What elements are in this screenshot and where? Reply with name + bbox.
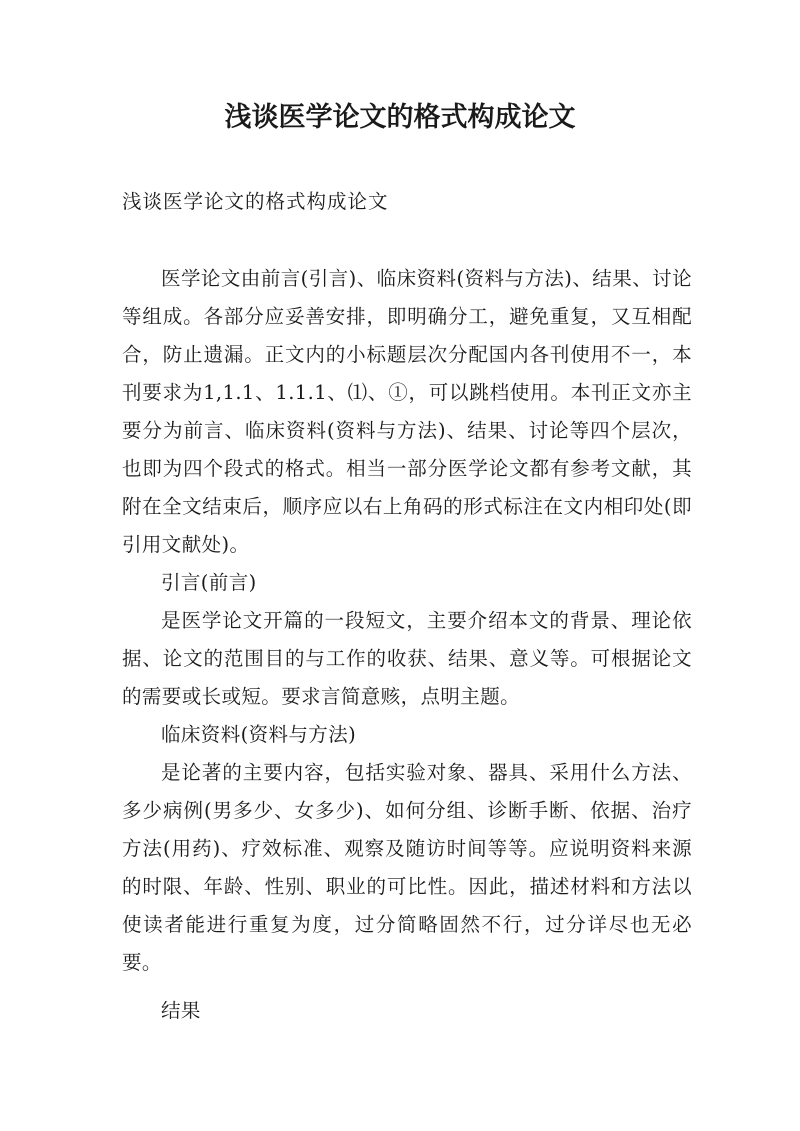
intro-paragraph: 医学论文由前言(引言)、临床资料(资料与方法)、结果、讨论等组成。各部分应妥善安排，即明确分工，避免重复，又互相配合，防止遗漏。正文内的小标题层次分配国内各刊使用不一，本刊要求为1,1.1、1.1.1、⑴、①，可以跳档使用。本刊正文亦主要分为前言、临床资料(资料与方法)、结果、讨论等四个层次，也即为四个段式的格式。相当一部分医学论文都有参考文献，其附在全文结束后，顺序应以右上角码的形式标注在文内相印处(即引用文献处)。	[122, 267, 692, 556]
introduction-paragraph: 是医学论文开篇的一段短文，主要介绍本文的背景、理论依据、论文的范围目的与工作的收获、结果、意义等。可根据论文的需要或长或短。要求言简意赅，点明主题。	[122, 609, 692, 708]
section-heading-introduction: 引言(前言)	[161, 571, 257, 594]
document-body	[122, 260, 692, 1030]
document-subtitle: 浅谈医学论文的格式构成论文	[122, 190, 389, 213]
document-title: 浅谈医学论文的格式构成论文	[224, 102, 576, 133]
section-heading-clinical-data: 临床资料(资料与方法)	[161, 723, 357, 746]
clinical-data-paragraph: 是论著的主要内容，包括实验对象、器具、采用什么方法、多少病例(男多少、女多少)、如何分组、诊断手断、依据、治疗方法(用药)、疗效标准、观察及随访时间等等。应说明资料来源的时限、年龄、性别、职业的可比性。因此，描述材料和方法以使读者能进行重复为度，过分简略固然不行，过分详尽也无必要。	[122, 761, 692, 974]
section-heading-results: 结果	[161, 999, 201, 1022]
